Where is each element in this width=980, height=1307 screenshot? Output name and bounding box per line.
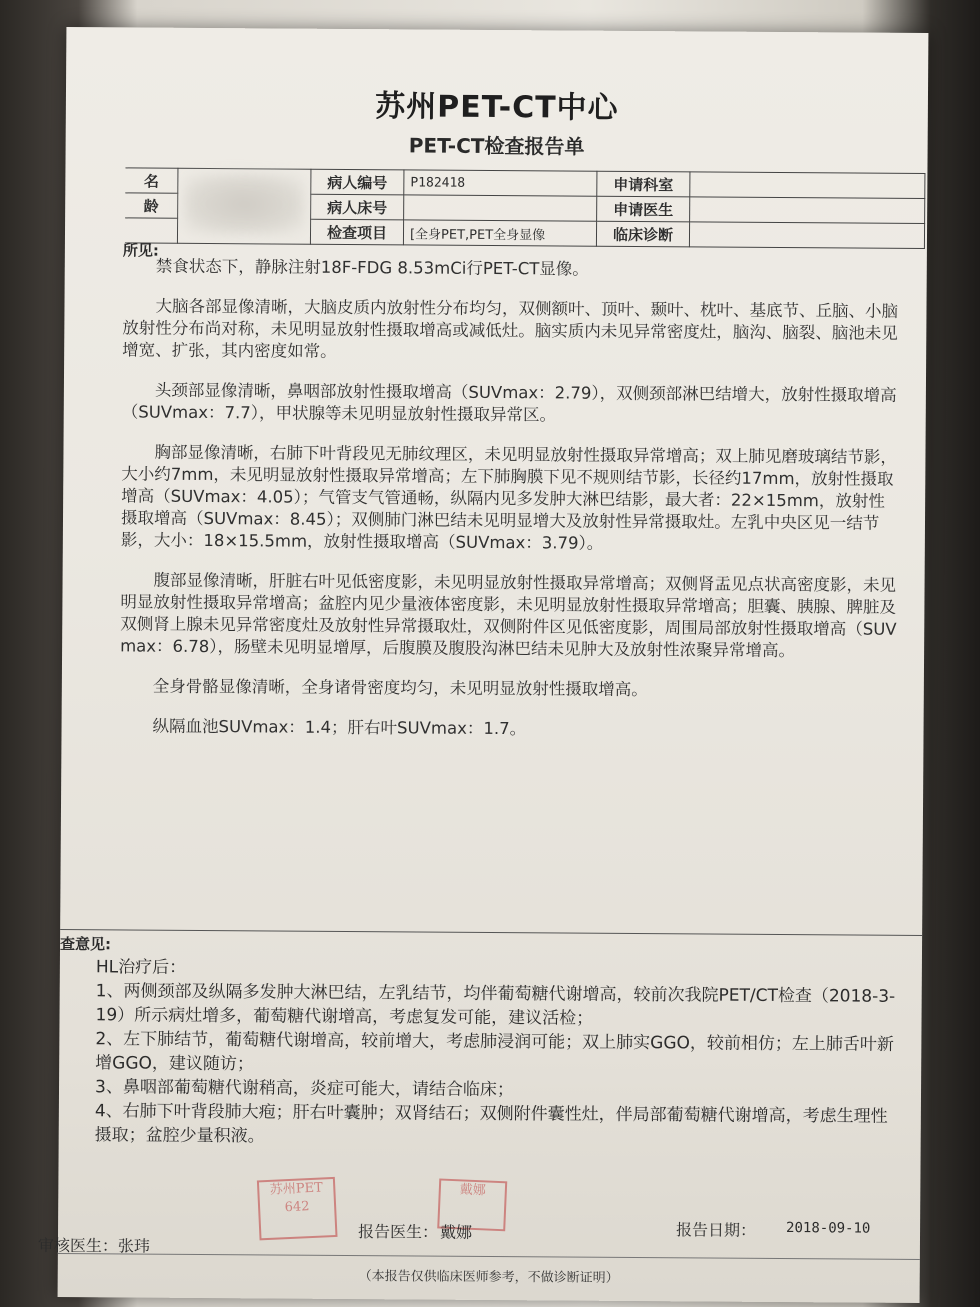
doctor-label: 申请医生: [597, 196, 690, 222]
name-label: 名: [125, 168, 178, 193]
report-title: 苏州PET-CT中心: [375, 89, 619, 126]
conclusion-line: 4、右肺下叶背段肺大疱；肝右叶囊肿；双肾结石；双侧附件囊性灶，伴局部葡萄糖代谢增高，考虑生理性摄取；盆腔少量积液。: [94, 1101, 888, 1147]
report-doctor-name: 戴娜: [439, 1222, 473, 1242]
exam-item-label: 检查项目: [310, 219, 403, 245]
conclusion-label: 查意见:: [59, 934, 112, 954]
disclaimer: （本报告仅供临床医师参考，不做诊断证明）: [358, 1269, 619, 1286]
redacted-patient-area: [177, 168, 311, 244]
age-label: 龄: [125, 193, 178, 218]
findings-body: [119, 255, 902, 760]
findings-label: 所见:: [122, 241, 159, 260]
report-subtitle: PET-CT检查报告单: [408, 133, 585, 159]
footer-divider: [58, 1253, 920, 1260]
findings-paragraph: 腹部显像清晰，肝脏右叶见低密度影，未见明显放射性摄取异常增高；双侧肾盂见点状高密度影，未见明显放射性摄取异常增高；盆腔内见少量液体密度影，未见明显放射性摄取异常增高；胆囊、胰腺、脾脏及双侧肾上腺未见异常密度灶及放射性异常摄取灶，双侧附件区见低密度影，周围局部放射性摄取增高（SUVmax：6.78），肠壁未见明显增厚，后腹膜及腹股沟淋巴结未见肿大及放射性浓聚异常增高。: [120, 570, 897, 661]
bed-no-value: [404, 195, 597, 221]
reviewer-block: [38, 1233, 150, 1257]
findings-paragraph: 头颈部显像清晰，鼻咽部放射性摄取增高（SUVmax：2.79），双侧颈部淋巴结增大，放射性摄取增高（SUVmax：7.7），甲状腺等未见明显放射性摄取异常区。: [121, 380, 897, 425]
findings-paragraph: 大脑各部显像清晰，大脑皮质内放射性分布均匀，双侧额叶、顶叶、颞叶、枕叶、基底节、丘脑、小脑放射性分布尚对称，未见明显放射性摄取增高或减低灶。脑实质内未见异常密度灶，脑沟、脑裂、脑池未见增宽、扩张，其内密度如常。: [122, 296, 899, 361]
findings-paragraph: 纵隔血池SUVmax：1.4；肝右叶SUVmax：1.7。: [152, 716, 527, 739]
report-date-value: 2018-09-10: [786, 1220, 871, 1237]
dept-value: [690, 172, 925, 199]
hospital-stamp: 苏州PET 642: [257, 1177, 338, 1240]
bed-no-label: 病人床号: [311, 194, 404, 220]
dept-label: 申请科室: [597, 171, 690, 197]
exam-item-value: [全身PET,PET全身显像: [403, 220, 596, 246]
diagnosis-label: 临床诊断: [596, 221, 689, 247]
findings-paragraph: 全身骨骼显像清晰，全身诸骨密度均匀，未见明显放射性摄取增高。: [152, 676, 648, 700]
report-sheet: [37, 27, 929, 1303]
reviewer-label: 审核医生：: [37, 1235, 119, 1256]
section-divider: [60, 929, 922, 936]
findings-paragraph: 胸部显像清晰，右肺下叶背段见无肺纹理区，未见明显放射性摄取异常增高；双上肺见磨玻璃结节影，大小约7mm，未见明显放射性摄取异常增高；左下肺胸膜下见不规则结节影，长径约17mm，放射性摄取增高（SUVmax：4.05）；气管支气管通畅，纵隔内见多发肿大淋巴结影，最大者：22×15mm，放射性摄取增高（SUVmax：8.45）；双侧肺门淋巴结未见明显增大及放射性异常摄取灶。左乳中央区见一结节影，大小：18×15.5mm，放射性摄取增高（SUVmax：3.79）。: [120, 442, 898, 553]
conclusion-line: HL治疗后：: [95, 957, 187, 978]
conclusion-body: [75, 955, 896, 1153]
conclusion-line: 2、左下肺结节，葡萄糖代谢增高，较前增大，考虑肺浸润可能；双上肺实GGO，较前相仿；左上肺舌叶新增GGO，建议随访；: [95, 1029, 894, 1075]
findings-paragraph: 禁食状态下，静脉注射18F-FDG 8.53mCi行PET-CT显像。: [155, 256, 589, 279]
patient-no-value: P182418: [404, 170, 597, 196]
report-date-label: 报告日期：: [675, 1220, 757, 1240]
doctor-value: [690, 197, 925, 224]
patient-info-table: [125, 167, 926, 249]
conclusion-line: 3、鼻咽部葡萄糖代谢稍高，炎症可能大，请结合临床；: [94, 1077, 514, 1101]
report-doctor-label: 报告医生：: [357, 1222, 439, 1242]
patient-no-label: 病人编号: [311, 169, 404, 195]
reviewer-name: 张玮: [117, 1236, 151, 1256]
doctor-seal: 戴娜: [437, 1178, 507, 1231]
diagnosis-value: [689, 222, 924, 249]
conclusion-line: 1、两侧颈部及纵隔多发肿大淋巴结，左乳结节，均伴葡萄糖代谢增高，较前次我院PET/CT检查（2018-3-19）所示病灶增多，葡萄糖代谢增高，考虑复发可能，建议活检；: [95, 981, 896, 1029]
